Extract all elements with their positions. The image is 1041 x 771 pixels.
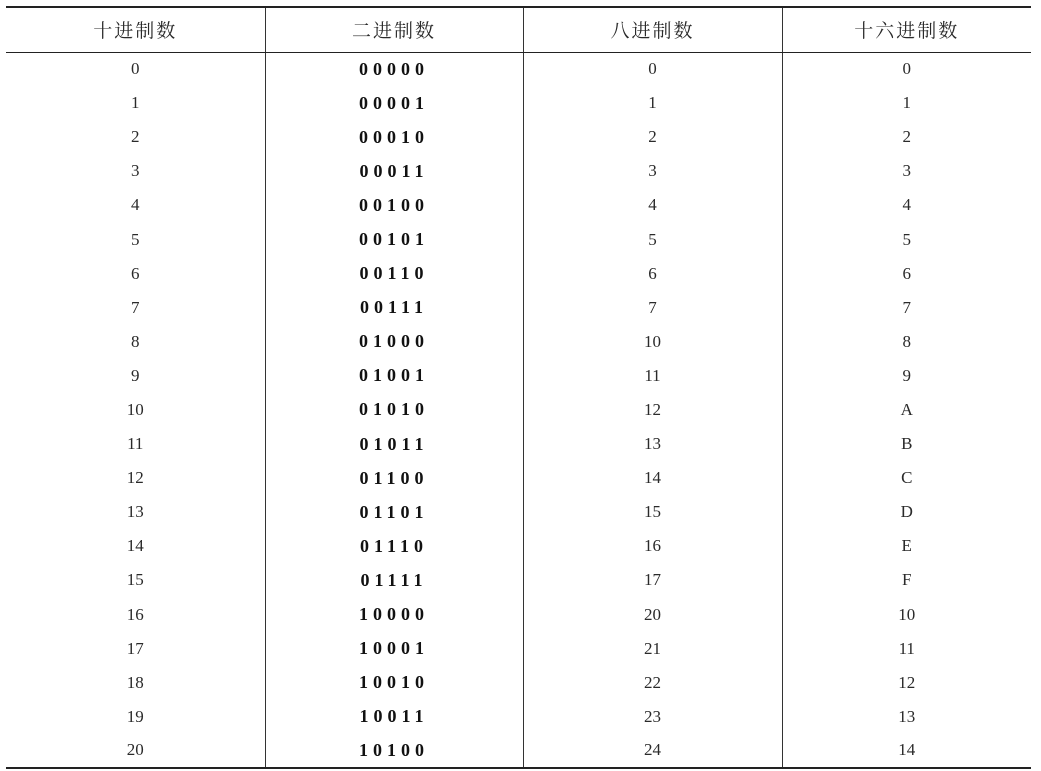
cell-decimal: 18 — [126, 672, 144, 692]
cell-hexadecimal: A — [782, 393, 1031, 427]
cell-decimal: 19 — [126, 706, 144, 726]
cell-decimal: 3 — [131, 161, 140, 181]
cell-binary: 00110 — [265, 257, 523, 291]
cell-hexadecimal: 2 — [782, 120, 1031, 154]
cell-hexadecimal: 8 — [782, 325, 1031, 359]
cell-octal: 11 — [523, 359, 782, 393]
table-row — [6, 563, 1031, 597]
cell-binary: 10010 — [265, 666, 523, 700]
number-base-table-container — [6, 6, 1031, 769]
cell-octal: 4 — [523, 188, 782, 222]
cell-binary: 00101 — [265, 222, 523, 256]
cell-binary: 10100 — [265, 734, 523, 768]
cell-binary: 00100 — [265, 188, 523, 222]
cell-hexadecimal: 14 — [782, 734, 1031, 768]
cell-decimal: 8 — [131, 331, 140, 351]
table-row — [6, 427, 1031, 461]
cell-octal: 16 — [523, 529, 782, 563]
number-base-table — [6, 6, 1031, 769]
cell-decimal: 11 — [127, 434, 144, 454]
table-row — [6, 257, 1031, 291]
table-row — [6, 734, 1031, 768]
cell-decimal: 14 — [126, 536, 144, 556]
header-binary: 二进制数 — [265, 7, 523, 52]
cell-octal: 12 — [523, 393, 782, 427]
cell-octal: 24 — [523, 734, 782, 768]
cell-octal: 3 — [523, 154, 782, 188]
header-decimal: 十进制数 — [6, 7, 265, 52]
cell-binary: 01101 — [265, 495, 523, 529]
cell-hexadecimal: 12 — [782, 666, 1031, 700]
cell-hexadecimal: B — [782, 427, 1031, 461]
cell-decimal: 15 — [126, 570, 144, 590]
table-row — [6, 393, 1031, 427]
table-row — [6, 325, 1031, 359]
cell-binary: 00111 — [265, 291, 523, 325]
cell-binary: 01000 — [265, 325, 523, 359]
table-row — [6, 188, 1031, 222]
table-row — [6, 222, 1031, 256]
cell-decimal: 9 — [131, 365, 140, 385]
cell-decimal: 6 — [131, 263, 140, 283]
cell-octal: 14 — [523, 461, 782, 495]
cell-binary: 01001 — [265, 359, 523, 393]
cell-octal: 0 — [523, 52, 782, 86]
cell-decimal: 12 — [126, 468, 144, 488]
cell-hexadecimal: C — [782, 461, 1031, 495]
cell-hexadecimal: 5 — [782, 222, 1031, 256]
cell-binary: 10000 — [265, 598, 523, 632]
cell-hexadecimal: 13 — [782, 700, 1031, 734]
cell-octal: 2 — [523, 120, 782, 154]
table-row — [6, 52, 1031, 86]
cell-octal: 6 — [523, 257, 782, 291]
cell-binary: 01010 — [265, 393, 523, 427]
table-body — [6, 52, 1031, 768]
cell-decimal: 7 — [131, 297, 140, 317]
cell-hexadecimal: 0 — [782, 52, 1031, 86]
cell-decimal: 4 — [131, 195, 140, 215]
header-octal: 八进制数 — [523, 7, 782, 52]
cell-binary: 01011 — [265, 427, 523, 461]
cell-decimal: 17 — [126, 638, 144, 658]
cell-hexadecimal: 7 — [782, 291, 1031, 325]
cell-hexadecimal: 1 — [782, 86, 1031, 120]
cell-binary: 01111 — [265, 563, 523, 597]
cell-binary: 01110 — [265, 529, 523, 563]
cell-hexadecimal: 9 — [782, 359, 1031, 393]
cell-hexadecimal: E — [782, 529, 1031, 563]
cell-hexadecimal: 6 — [782, 257, 1031, 291]
header-hexadecimal: 十六进制数 — [782, 7, 1031, 52]
cell-octal: 7 — [523, 291, 782, 325]
cell-decimal: 5 — [131, 229, 140, 249]
table-row — [6, 291, 1031, 325]
cell-hexadecimal: F — [782, 563, 1031, 597]
cell-hexadecimal: 11 — [782, 632, 1031, 666]
table-row — [6, 495, 1031, 529]
cell-binary: 10001 — [265, 632, 523, 666]
cell-decimal: 20 — [6, 734, 265, 768]
cell-binary: 10011 — [265, 700, 523, 734]
table-row — [6, 632, 1031, 666]
cell-decimal: 0 — [131, 59, 140, 79]
cell-octal: 23 — [523, 700, 782, 734]
cell-octal: 5 — [523, 222, 782, 256]
table-header-row — [6, 7, 1031, 52]
table-row — [6, 120, 1031, 154]
cell-decimal: 10 — [126, 399, 144, 419]
cell-hexadecimal: 3 — [782, 154, 1031, 188]
cell-binary: 00011 — [265, 154, 523, 188]
cell-octal: 13 — [523, 427, 782, 461]
table-row — [6, 359, 1031, 393]
table-row — [6, 529, 1031, 563]
cell-hexadecimal: 10 — [782, 598, 1031, 632]
table-row — [6, 598, 1031, 632]
cell-binary: 01100 — [265, 461, 523, 495]
cell-binary: 00001 — [265, 86, 523, 120]
cell-binary: 00000 — [265, 52, 523, 86]
table-row — [6, 461, 1031, 495]
cell-binary: 00010 — [265, 120, 523, 154]
cell-octal: 17 — [523, 563, 782, 597]
table-row — [6, 86, 1031, 120]
cell-decimal: 16 — [126, 604, 144, 624]
cell-decimal: 2 — [131, 127, 140, 147]
cell-hexadecimal: 4 — [782, 188, 1031, 222]
table-row — [6, 666, 1031, 700]
cell-decimal: 1 — [131, 93, 140, 113]
table-row — [6, 700, 1031, 734]
cell-hexadecimal: D — [782, 495, 1031, 529]
table-row — [6, 154, 1031, 188]
cell-octal: 10 — [523, 325, 782, 359]
cell-octal: 22 — [523, 666, 782, 700]
cell-octal: 15 — [523, 495, 782, 529]
cell-decimal: 13 — [126, 502, 144, 522]
cell-octal: 21 — [523, 632, 782, 666]
cell-octal: 1 — [523, 86, 782, 120]
cell-octal: 20 — [523, 598, 782, 632]
